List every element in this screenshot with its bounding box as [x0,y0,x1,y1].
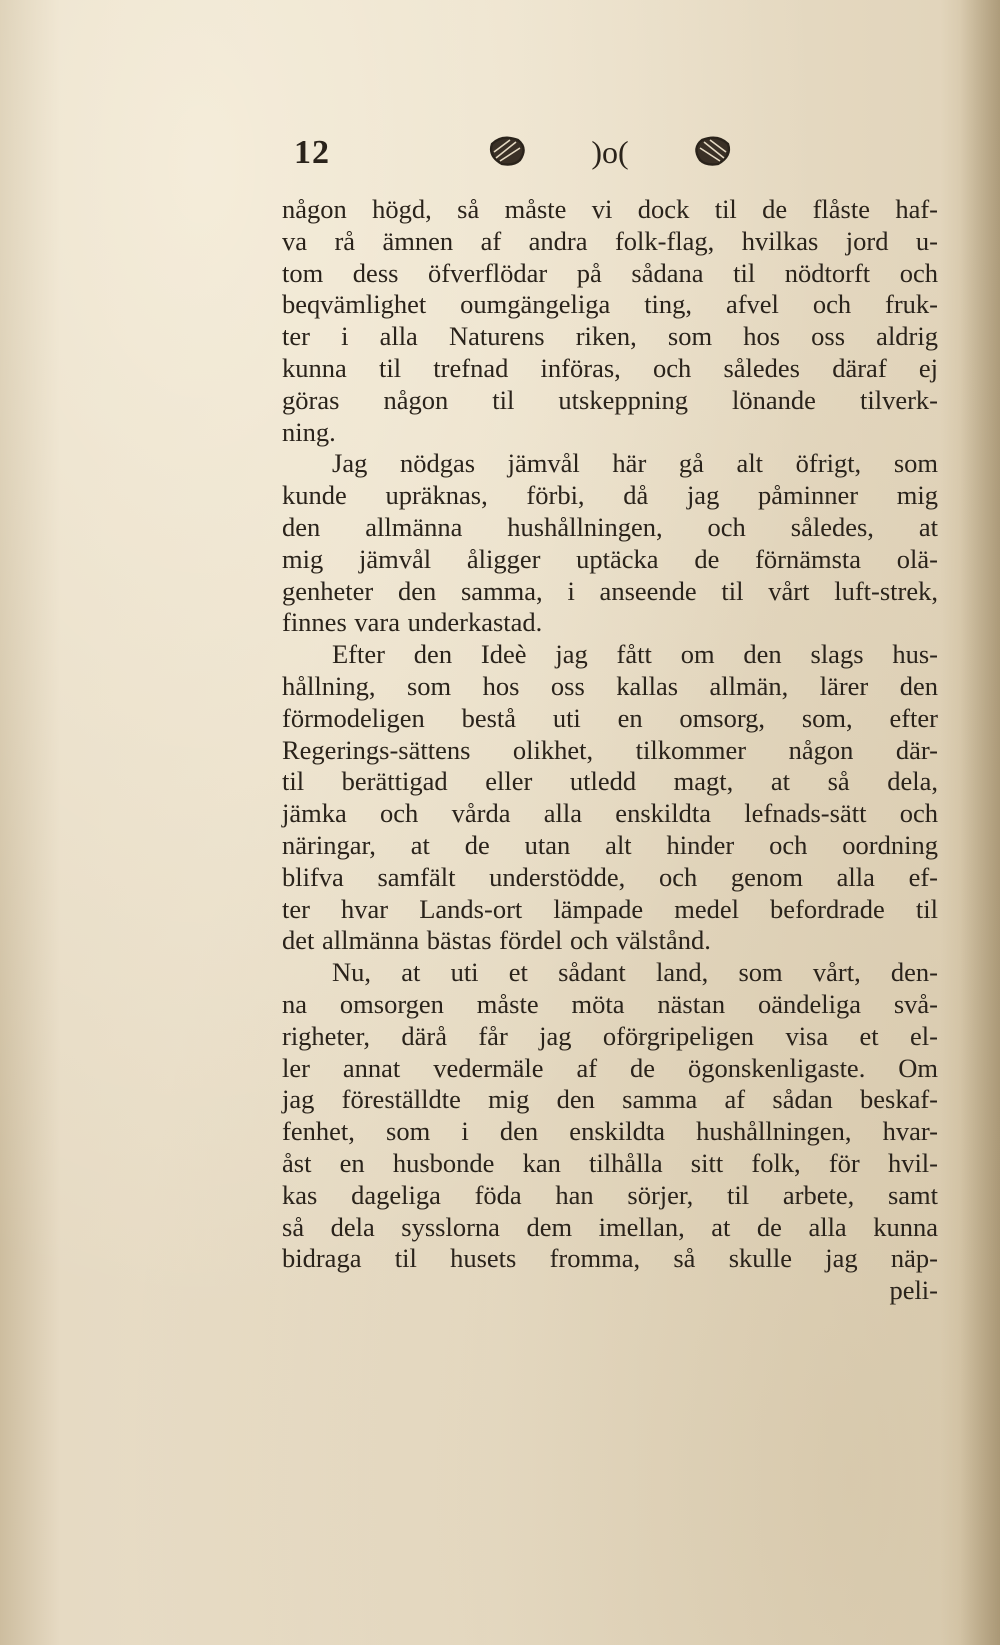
catchword: peli- [889,1275,938,1306]
page-number: 12 [294,134,330,171]
page-edge-shadow [960,0,1000,1645]
text-line: kunna til trefnad införas, och således däraf ej [282,352,938,383]
text-line: mig jämvål åligger uptäcka de förnämsta olä- [282,543,938,574]
text-line: någon högd, så måste vi dock til de flåste haf- [282,194,938,224]
text-line: Regerings-sättens olikhet, tilkommer någon där- [282,734,938,765]
text-line: beqvämlighet oumgängeliga ting, afvel och fruk- [282,289,938,320]
text-line: blifva samfält understödde, och genom alla ef- [282,861,938,892]
text-line: så dela sysslorna dem imellan, at de alla kunna [282,1211,938,1242]
text-line: göras någon til utskeppning lönande tilverk- [282,384,938,415]
text-line: åst en husbonde kan tilhålla sitt folk, för hvil- [282,1147,938,1178]
text-line: ler annat vedermäle af de ögonskenligaste. Om [282,1052,938,1083]
text-line: fenhet, som i den enskildta hushållningen, hvar- [282,1116,938,1147]
left-shell-icon [491,138,523,165]
text-line: ning. [282,416,336,447]
text-line: kunde upräknas, förbi, då jag påminner mig [282,480,938,511]
text-line: finnes vara underkastad. [282,607,543,638]
text-line: hållning, som hos oss kallas allmän, lärer den [282,670,938,701]
ornament-text: )o( [591,134,629,170]
text-line: ter i alla Naturens riken, som hos oss aldrig [282,321,938,352]
shell-ornament-icon [480,130,740,174]
text-line: jag föreställdte mig den samma af sådan beskaf- [282,1084,938,1115]
running-header [280,130,940,180]
text-line: ter hvar Lands-ort lämpade medel befordrade til [282,893,938,924]
text-line: righeter, därå får jag oförgripeligen visa et el- [282,1020,938,1051]
text-line: va rå ämnen af andra folk-flag, hvilkas jord u- [282,225,938,256]
text-line: det allmänna bästas fördel och välstånd. [282,925,711,956]
paragraph-start-line: Nu, at uti et sådant land, som vårt, den- [332,957,938,988]
text-line: bidraga til husets fromma, så skulle jag näp- [282,1243,938,1274]
right-shell-icon [696,138,728,165]
text-line: förmodeligen bestå uti en omsorg, som, efter [282,702,938,733]
text-line: den allmänna hushållningen, och således, at [282,511,938,542]
text-line: tom dess öfverflödar på sådana til nödtorft och [282,257,938,288]
paragraph-start-line: Jag nödgas jämvål här gå alt öfrigt, som [332,448,938,479]
text-line: til berättigad eller utledd magt, at så dela, [282,766,938,797]
text-line: genheter den samma, i anseende til vårt luft-strek, [282,575,938,606]
text-line: näringar, at de utan alt hinder och oordning [282,829,938,860]
body-text [282,194,938,1307]
paragraph-start-line: Efter den Ideè jag fått om den slags hus- [332,639,938,670]
text-line: jämka och vårda alla enskildta lefnads-sätt och [282,798,938,829]
text-line: na omsorgen måste möta nästan oändeliga svå- [282,988,938,1019]
text-line: kas dageliga föda han sörjer, til arbete, samt [282,1179,938,1210]
